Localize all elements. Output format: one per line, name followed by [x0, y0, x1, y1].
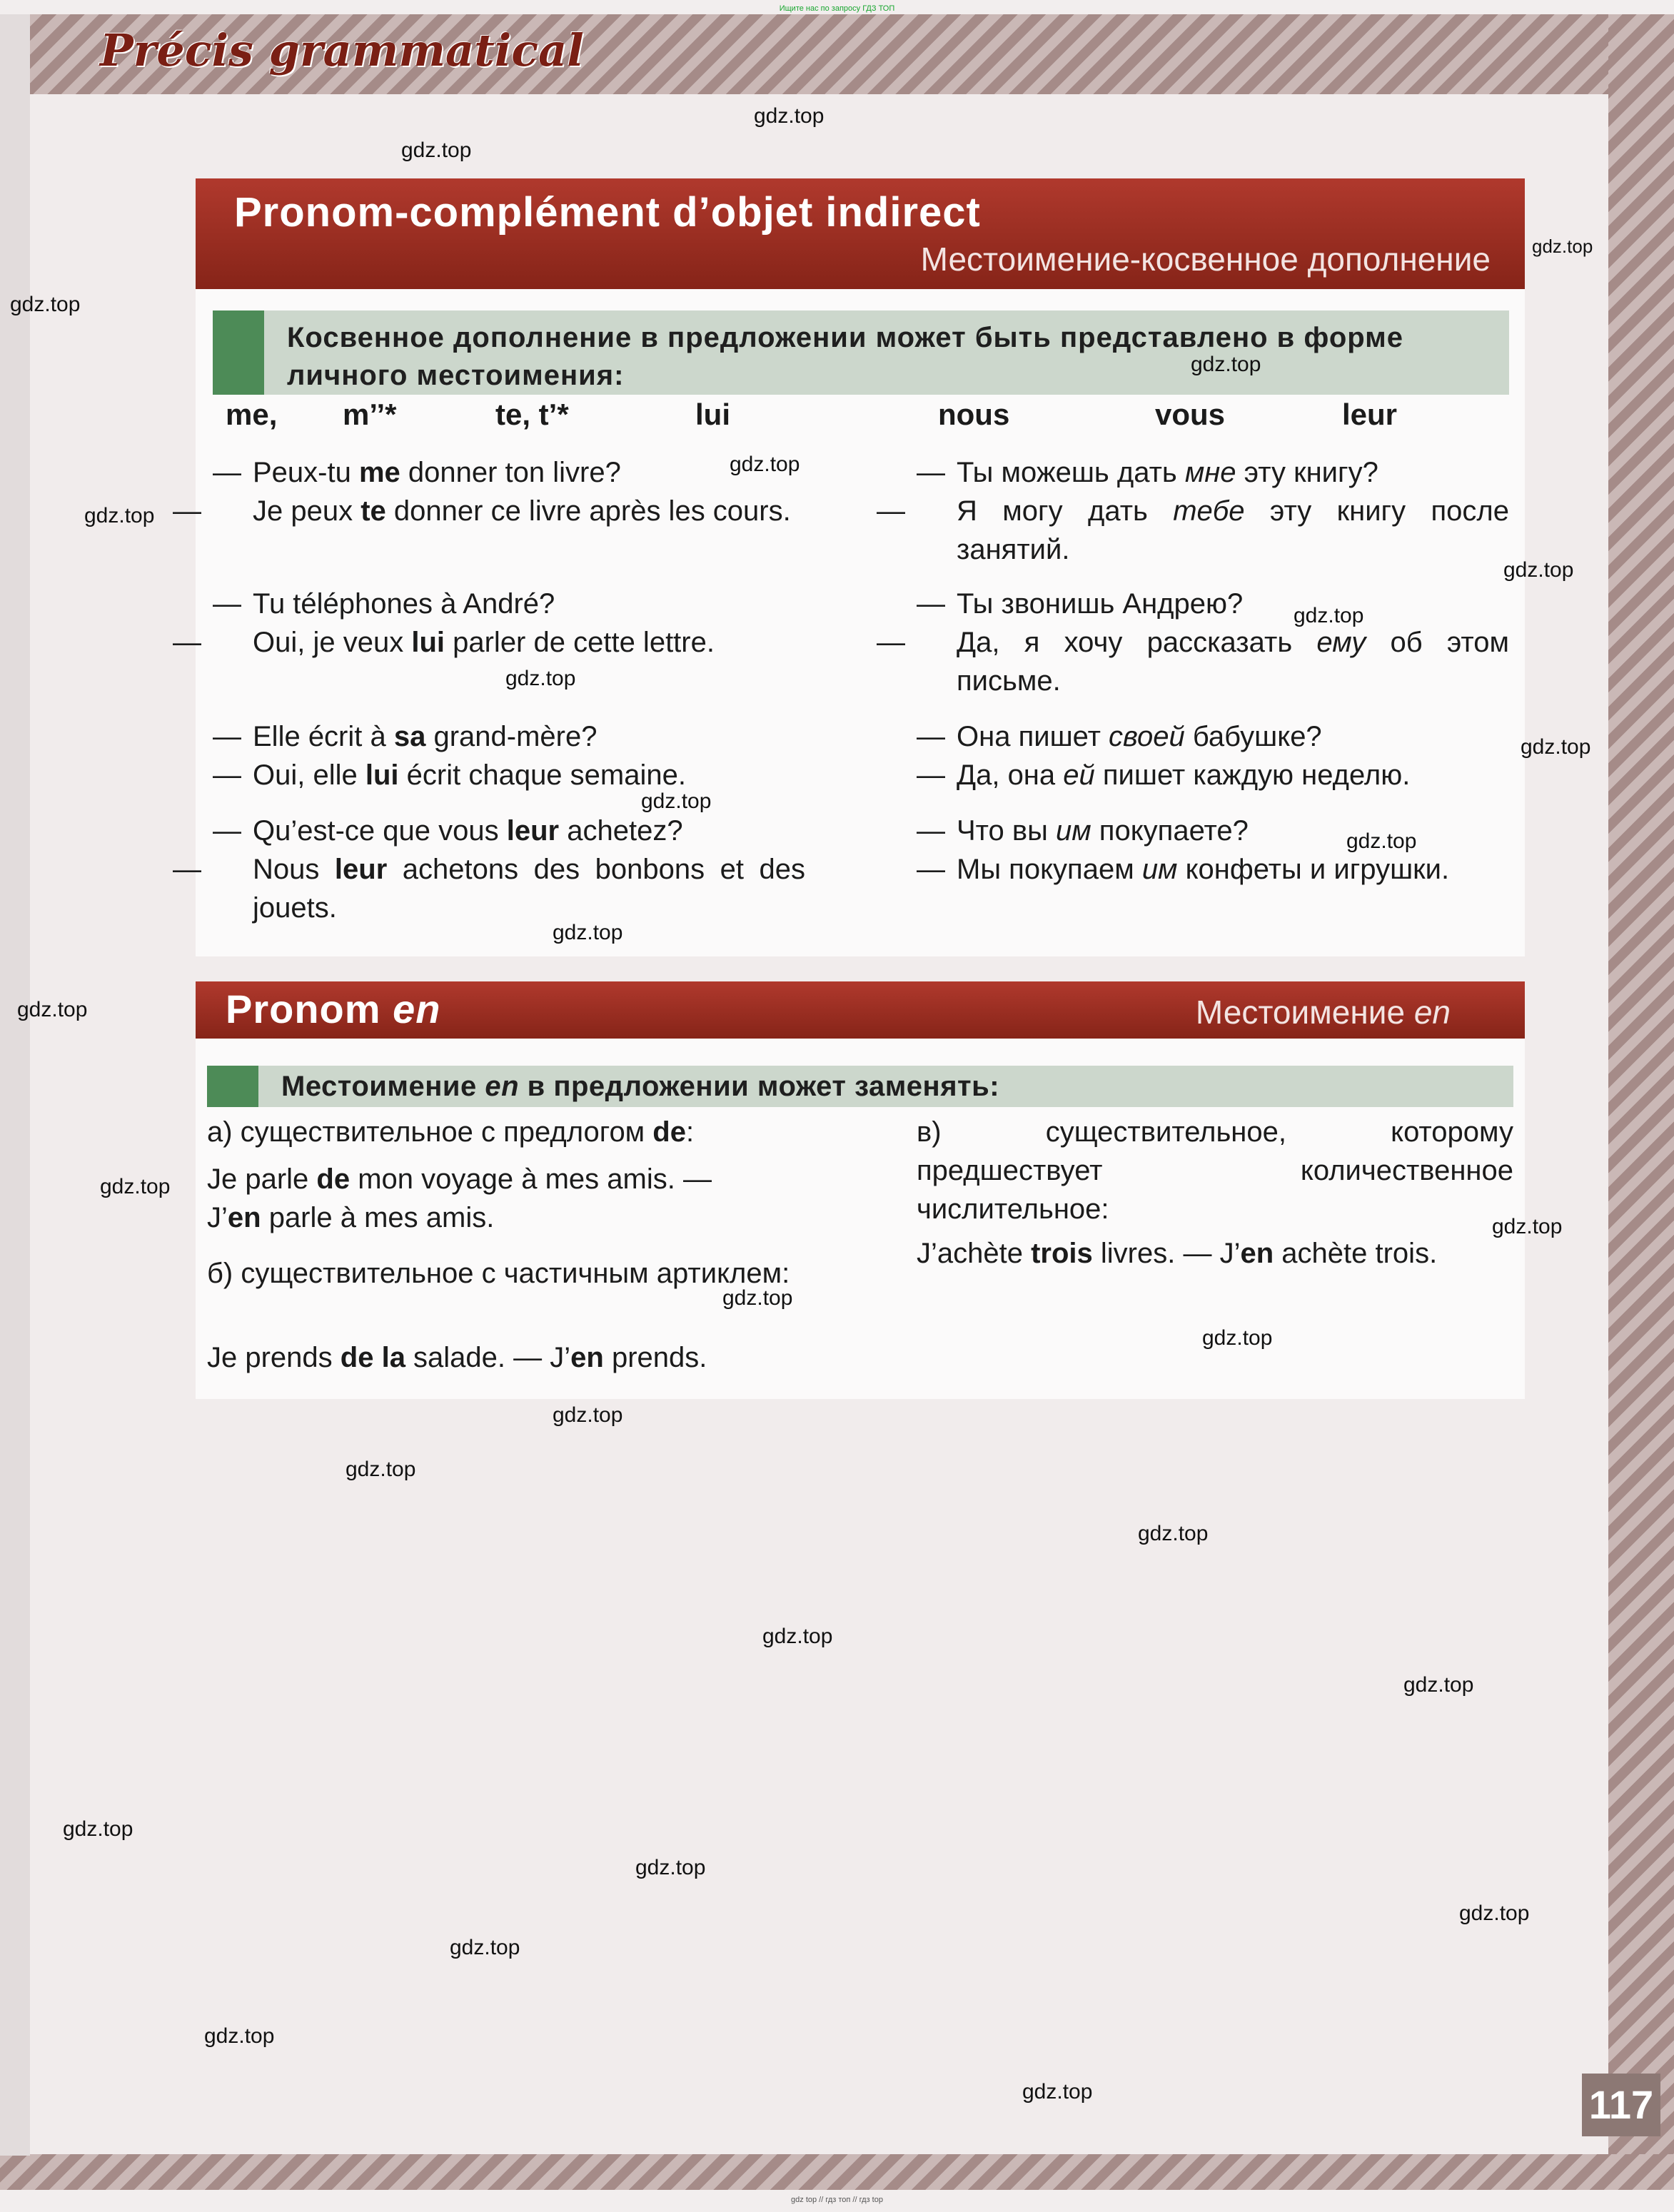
watermark: gdz.top	[17, 998, 88, 1021]
watermark: gdz.top	[1346, 829, 1417, 853]
watermark: gdz.top	[505, 667, 576, 690]
ru-line-8: — Мы покупаем им конфеты и игрушки.	[917, 854, 1450, 885]
watermark: gdz.top	[1503, 558, 1574, 582]
section1-title-ru: Местоимение-косвенное дополнение	[920, 241, 1491, 278]
page-left-edge	[0, 14, 30, 2156]
section2-rule-text: Местоимение en в предложении может заменять:	[281, 1071, 1000, 1102]
pronoun-me: me,	[226, 398, 278, 431]
page-number: 117	[1582, 2074, 1660, 2136]
section1-title-fr: Pronom-complément d’objet indirect	[234, 189, 981, 236]
watermark: gdz.top	[1403, 1673, 1474, 1697]
pronoun-lui: lui	[695, 398, 730, 431]
watermark: gdz.top	[762, 1625, 833, 1648]
right-stripe-border	[1608, 14, 1674, 2170]
en-case-c: в) существительное, которому предшествует количественное числительное:	[917, 1116, 1513, 1225]
fr-line-3: — Tu téléphones à André?	[213, 588, 555, 620]
watermark: gdz.top	[635, 1856, 706, 1879]
watermark: gdz.top	[450, 1936, 520, 1959]
watermark: gdz.top	[346, 1458, 416, 1481]
watermark: gdz.top	[63, 1817, 133, 1841]
pronoun-m: m’’*	[343, 398, 397, 431]
en-case-b-example: Je prends de la salade. — J’en prends.	[207, 1342, 707, 1373]
watermark: gdz.top	[1022, 2080, 1093, 2104]
ru-line-4: — Да, я хочу рассказать ему об этом письме.	[877, 627, 1510, 697]
watermark: gdz.top	[1492, 1215, 1563, 1238]
en-case-a-example-1: Je parle de mon voyage à mes amis. —	[207, 1163, 712, 1195]
section2-panel	[196, 1039, 1525, 1399]
ru-line-2: — Я могу дать тебе эту книгу после занятий.	[877, 495, 1509, 565]
fr-line-1: — Peux-tu me donner ton livre?	[213, 457, 621, 488]
section1-rule-text: Косвенное дополнение в предложении может быть представлено в форме личного местоимения:	[287, 322, 1404, 391]
watermark: gdz.top	[1294, 604, 1364, 627]
watermark: gdz.top	[1202, 1326, 1273, 1350]
ru-line-6: — Да, она ей пишет каждую неделю.	[917, 759, 1411, 791]
watermark: gdz.top	[553, 921, 623, 944]
section2-rule-box	[207, 1066, 1513, 1107]
brand-title: Précis grammatical	[100, 24, 584, 76]
ru-line-1: — Ты можешь дать мне эту книгу?	[917, 457, 1378, 488]
pronoun-leur: leur	[1342, 398, 1398, 431]
section1-rule-box	[213, 310, 1509, 395]
en-case-a: а) существительное с предлогом de:	[207, 1116, 695, 1148]
fr-line-5: — Elle écrit à sa grand-mère?	[213, 721, 598, 752]
top-note: Ищите нас по запросу ГДЗ ТОП	[779, 4, 895, 13]
fr-line-6: — Oui, elle lui écrit chaque semaine.	[213, 759, 686, 791]
watermark: gdz.top	[1532, 236, 1593, 257]
en-case-a-example-2: J’en parle à mes amis.	[207, 1202, 495, 1233]
watermark: gdz.top	[1521, 735, 1591, 759]
watermark: gdz.top	[100, 1175, 171, 1198]
section2-title-ru: Местоимение en	[1195, 994, 1451, 1031]
fr-line-8: — Nous leur achetons des bonbons et des jouets.	[173, 854, 806, 924]
bottom-stripe-border	[0, 2154, 1674, 2190]
watermark: gdz.top	[401, 138, 472, 162]
watermark: gdz.top	[84, 504, 155, 527]
pronoun-vous: vous	[1155, 398, 1226, 431]
watermark: gdz.top	[1459, 1902, 1530, 1925]
watermark: gdz.top	[10, 293, 81, 316]
ru-line-7: — Что вы им покупаете?	[917, 815, 1249, 847]
watermark: gdz.top	[1191, 353, 1261, 376]
section1-header	[196, 178, 1525, 289]
watermark: gdz.top	[722, 1286, 793, 1310]
watermark: gdz.top	[553, 1403, 623, 1427]
pronoun-te: te, t’*	[495, 398, 569, 431]
watermark: gdz.top	[730, 453, 800, 476]
watermark: gdz.top	[204, 2024, 275, 2048]
ru-line-5: — Она пишет своей бабушке?	[917, 721, 1322, 752]
en-case-b: б) существительное с частичным артиклем:	[207, 1258, 790, 1289]
bottom-note: gdz top // гдз топ // гдз top	[791, 2196, 883, 2204]
watermark: gdz.top	[754, 104, 825, 128]
section2-title-fr: Pronom en	[226, 986, 441, 1031]
fr-line-2: — Je peux te donner ce livre après les cours.	[173, 495, 791, 527]
rule-marker	[207, 1066, 258, 1107]
watermark: gdz.top	[1138, 1522, 1209, 1545]
en-case-c-example: J’achète trois livres. — J’en achète trois.	[917, 1238, 1438, 1269]
rule-marker	[213, 310, 264, 395]
pronoun-nous: nous	[938, 398, 1010, 431]
ru-line-3: — Ты звонишь Андрею?	[917, 588, 1244, 620]
watermark: gdz.top	[641, 789, 712, 813]
fr-line-4: — Oui, je veux lui parler de cette lettre.	[173, 627, 715, 658]
section2-header	[196, 981, 1525, 1039]
fr-line-7: — Qu’est-ce que vous leur achetez?	[213, 815, 683, 847]
